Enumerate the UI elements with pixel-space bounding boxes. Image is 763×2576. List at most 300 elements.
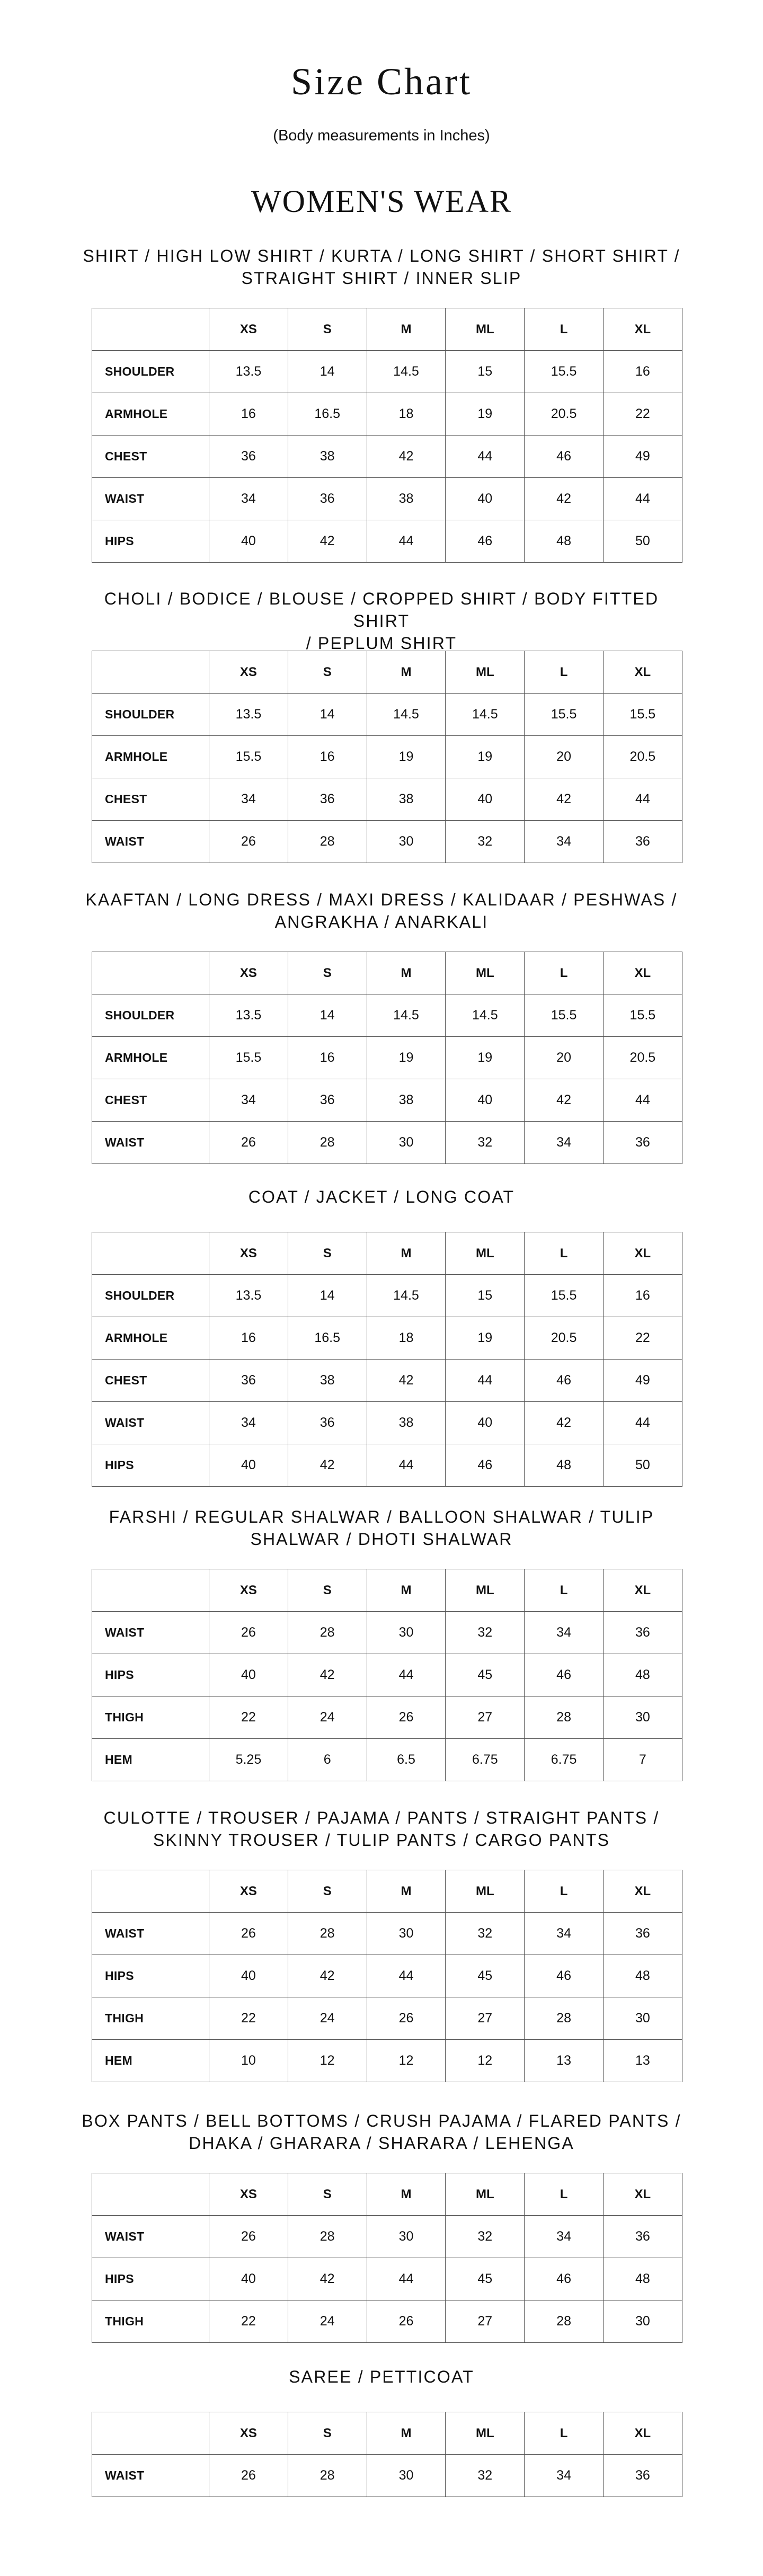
measurement-value: 45 [446, 2258, 525, 2300]
measurement-label: CHEST [92, 436, 209, 478]
table-row [92, 1275, 682, 1317]
measurement-value: 40 [209, 1955, 288, 1997]
table-row [92, 436, 682, 478]
table-corner-cell [92, 308, 209, 351]
measurement-value: 16.5 [288, 393, 367, 436]
measurement-value: 28 [288, 1122, 367, 1164]
measurement-value: 19 [367, 736, 446, 778]
measurement-value: 13.5 [209, 351, 288, 393]
measurement-value: 19 [446, 393, 525, 436]
measurement-value: 42 [525, 778, 604, 821]
measurement-value: 34 [209, 478, 288, 520]
table-corner-cell [92, 1232, 209, 1275]
category-title-line: SAREE / PETTICOAT [289, 2367, 474, 2386]
measurement-label: THIGH [92, 2300, 209, 2343]
measurement-label: WAIST [92, 2455, 209, 2497]
measurement-value: 36 [603, 1122, 682, 1164]
measurement-value: 26 [367, 1696, 446, 1739]
table-header-row [92, 1569, 682, 1612]
measurement-value: 44 [367, 1444, 446, 1487]
category-heading [0, 889, 763, 933]
measurement-value: 14.5 [367, 1275, 446, 1317]
measurement-value: 20 [525, 736, 604, 778]
size-table [92, 2412, 682, 2497]
page-subtitle: (Body measurements in Inches) [273, 127, 490, 144]
measurement-value: 16.5 [288, 1317, 367, 1360]
size-header-cell: L [525, 2173, 604, 2216]
size-header-cell: XS [209, 308, 288, 351]
measurement-value: 20.5 [603, 736, 682, 778]
size-header-cell: M [367, 308, 446, 351]
category-title-line: STRAIGHT SHIRT / INNER SLIP [241, 269, 522, 288]
category-title [79, 1506, 684, 1550]
category-title [79, 2110, 684, 2154]
measurement-label: HEM [92, 1739, 209, 1781]
category-title [79, 245, 684, 289]
measurement-value: 50 [603, 1444, 682, 1487]
measurement-value: 34 [525, 1122, 604, 1164]
measurement-label: ARMHOLE [92, 1317, 209, 1360]
table-row [92, 778, 682, 821]
measurement-label: HIPS [92, 1444, 209, 1487]
measurement-value: 46 [446, 520, 525, 563]
measurement-value: 28 [288, 2455, 367, 2497]
size-header-cell: L [525, 1870, 604, 1913]
size-header-cell: S [288, 308, 367, 351]
measurement-value: 49 [603, 436, 682, 478]
measurement-value: 22 [603, 1317, 682, 1360]
measurement-label: CHEST [92, 778, 209, 821]
measurement-value: 46 [446, 1444, 525, 1487]
measurement-value: 42 [525, 1079, 604, 1122]
measurement-value: 6.5 [367, 1739, 446, 1781]
measurement-value: 13.5 [209, 1275, 288, 1317]
size-header-cell: XS [209, 1232, 288, 1275]
size-header-cell: L [525, 308, 604, 351]
category-title-line: FARSHI / REGULAR SHALWAR / BALLOON SHALWAR / TULIP [109, 1507, 654, 1526]
measurement-label: SHOULDER [92, 1275, 209, 1317]
measurement-value: 42 [525, 478, 604, 520]
table-corner-cell [92, 2412, 209, 2455]
measurement-value: 48 [603, 2258, 682, 2300]
size-header-cell: XL [603, 1569, 682, 1612]
measurement-value: 40 [446, 1079, 525, 1122]
measurement-value: 36 [209, 436, 288, 478]
category-title-line: DHAKA / GHARARA / SHARARA / LEHENGA [189, 2134, 574, 2153]
size-header-cell: S [288, 1232, 367, 1275]
category-title-line: SHALWAR / DHOTI SHALWAR [250, 1530, 513, 1549]
table-row [92, 1402, 682, 1444]
size-header-cell: M [367, 651, 446, 694]
size-header-cell: M [367, 952, 446, 994]
size-header-cell: XL [603, 1870, 682, 1913]
size-header-cell: S [288, 2412, 367, 2455]
measurement-value: 30 [367, 1122, 446, 1164]
measurement-value: 30 [603, 2300, 682, 2343]
measurement-value: 32 [446, 1913, 525, 1955]
category-title [79, 889, 684, 933]
measurement-value: 48 [603, 1955, 682, 1997]
measurement-value: 19 [446, 1037, 525, 1079]
measurement-value: 44 [367, 1955, 446, 1997]
measurement-value: 34 [209, 778, 288, 821]
measurement-value: 16 [209, 1317, 288, 1360]
measurement-value: 36 [603, 2216, 682, 2258]
table-row [92, 994, 682, 1037]
measurement-label: WAIST [92, 1612, 209, 1654]
table-row [92, 1079, 682, 1122]
table-header-row [92, 1232, 682, 1275]
category-title [79, 2366, 684, 2388]
size-header-cell: S [288, 1569, 367, 1612]
measurement-value: 40 [209, 1444, 288, 1487]
measurement-value: 44 [603, 478, 682, 520]
size-table [92, 1569, 682, 1781]
size-header-cell: S [288, 2173, 367, 2216]
measurement-value: 32 [446, 1612, 525, 1654]
measurement-value: 15 [446, 351, 525, 393]
size-table [92, 651, 682, 863]
measurement-label: WAIST [92, 1402, 209, 1444]
measurement-value: 42 [367, 1360, 446, 1402]
size-table [92, 308, 682, 563]
section-title: WOMEN'S WEAR [251, 184, 512, 219]
measurement-value: 38 [367, 778, 446, 821]
size-header-cell: M [367, 2173, 446, 2216]
category-title-line: ANGRAKHA / ANARKALI [274, 912, 489, 931]
table-row [92, 821, 682, 863]
measurement-value: 30 [603, 1696, 682, 1739]
measurement-value: 22 [603, 393, 682, 436]
measurement-value: 38 [367, 478, 446, 520]
measurement-value: 50 [603, 520, 682, 563]
category-title [79, 1807, 684, 1851]
measurement-value: 28 [288, 2216, 367, 2258]
size-header-cell: XL [603, 651, 682, 694]
size-header-cell: S [288, 952, 367, 994]
measurement-label: CHEST [92, 1079, 209, 1122]
measurement-value: 44 [367, 1654, 446, 1696]
measurement-value: 20.5 [525, 393, 604, 436]
measurement-value: 32 [446, 821, 525, 863]
measurement-value: 46 [525, 1360, 604, 1402]
measurement-value: 34 [209, 1079, 288, 1122]
measurement-value: 14.5 [367, 351, 446, 393]
measurement-value: 14 [288, 994, 367, 1037]
size-header-cell: M [367, 2412, 446, 2455]
measurement-value: 48 [603, 1654, 682, 1696]
measurement-value: 36 [288, 778, 367, 821]
measurement-value: 45 [446, 1654, 525, 1696]
measurement-value: 26 [367, 1997, 446, 2040]
measurement-value: 48 [525, 520, 604, 563]
category-title [79, 588, 684, 654]
category-heading [0, 2110, 763, 2154]
measurement-value: 20 [525, 1037, 604, 1079]
measurement-value: 14 [288, 694, 367, 736]
measurement-value: 16 [603, 1275, 682, 1317]
measurement-value: 44 [603, 778, 682, 821]
measurement-value: 22 [209, 1997, 288, 2040]
measurement-value: 26 [209, 2455, 288, 2497]
size-header-cell: XS [209, 952, 288, 994]
measurement-value: 36 [603, 821, 682, 863]
measurement-value: 13 [525, 2040, 604, 2082]
size-header-cell: L [525, 651, 604, 694]
measurement-value: 38 [367, 1402, 446, 1444]
measurement-value: 48 [525, 1444, 604, 1487]
category-heading [0, 1506, 763, 1550]
measurement-value: 28 [288, 1913, 367, 1955]
measurement-value: 13.5 [209, 694, 288, 736]
measurement-value: 15.5 [603, 994, 682, 1037]
category-title-line: SKINNY TROUSER / TULIP PANTS / CARGO PANTS [153, 1831, 610, 1850]
measurement-value: 27 [446, 1696, 525, 1739]
measurement-value: 40 [209, 520, 288, 563]
size-header-cell: XS [209, 2412, 288, 2455]
measurement-value: 34 [209, 1402, 288, 1444]
table-row [92, 520, 682, 563]
measurement-value: 30 [367, 2455, 446, 2497]
measurement-value: 6.75 [525, 1739, 604, 1781]
table-row [92, 1955, 682, 1997]
measurement-value: 13.5 [209, 994, 288, 1037]
size-header-cell: XS [209, 2173, 288, 2216]
category-title-line: COAT / JACKET / LONG COAT [248, 1187, 515, 1206]
measurement-label: THIGH [92, 1997, 209, 2040]
measurement-label: WAIST [92, 821, 209, 863]
measurement-value: 26 [209, 1913, 288, 1955]
measurement-value: 28 [288, 1612, 367, 1654]
measurement-value: 22 [209, 1696, 288, 1739]
size-table [92, 952, 682, 1164]
measurement-value: 19 [446, 1317, 525, 1360]
measurement-value: 26 [209, 1612, 288, 1654]
measurement-label: WAIST [92, 478, 209, 520]
page-title: Size Chart [291, 60, 472, 103]
measurement-value: 36 [603, 2455, 682, 2497]
measurement-value: 14.5 [367, 994, 446, 1037]
measurement-value: 18 [367, 393, 446, 436]
table-row [92, 1654, 682, 1696]
measurement-value: 24 [288, 1997, 367, 2040]
measurement-value: 7 [603, 1739, 682, 1781]
measurement-value: 19 [446, 736, 525, 778]
table-row [92, 1913, 682, 1955]
category-heading [0, 1186, 763, 1208]
measurement-value: 13 [603, 2040, 682, 2082]
category-heading [0, 588, 763, 654]
measurement-value: 34 [525, 2216, 604, 2258]
measurement-value: 42 [288, 1654, 367, 1696]
measurement-value: 12 [446, 2040, 525, 2082]
measurement-value: 36 [288, 478, 367, 520]
measurement-value: 28 [525, 2300, 604, 2343]
table-row [92, 1739, 682, 1781]
measurement-label: HIPS [92, 1654, 209, 1696]
table-corner-cell [92, 2173, 209, 2216]
table-header-row [92, 308, 682, 351]
measurement-value: 27 [446, 1997, 525, 2040]
measurement-value: 15.5 [525, 351, 604, 393]
measurement-value: 15.5 [525, 1275, 604, 1317]
measurement-value: 16 [603, 351, 682, 393]
table-row [92, 1360, 682, 1402]
measurement-value: 15.5 [209, 736, 288, 778]
size-header-cell: L [525, 2412, 604, 2455]
measurement-value: 10 [209, 2040, 288, 2082]
measurement-value: 15.5 [525, 994, 604, 1037]
measurement-value: 40 [209, 2258, 288, 2300]
category-title-line: CHOLI / BODICE / BLOUSE / CROPPED SHIRT / BODY FITTED SHIRT [104, 589, 659, 630]
measurement-value: 26 [209, 2216, 288, 2258]
table-row [92, 2040, 682, 2082]
size-header-cell: L [525, 952, 604, 994]
category-title-line: CULOTTE / TROUSER / PAJAMA / PANTS / STRAIGHT PANTS / [103, 1808, 660, 1827]
measurement-label: THIGH [92, 1696, 209, 1739]
table-row [92, 2258, 682, 2300]
measurement-label: ARMHOLE [92, 736, 209, 778]
category-title-line: KAAFTAN / LONG DRESS / MAXI DRESS / KALIDAAR / PESHWAS / [85, 890, 678, 909]
size-table [92, 1232, 682, 1487]
table-row [92, 1696, 682, 1739]
measurement-value: 12 [288, 2040, 367, 2082]
size-header-cell: XS [209, 1569, 288, 1612]
measurement-value: 16 [288, 736, 367, 778]
measurement-value: 24 [288, 2300, 367, 2343]
measurement-value: 42 [288, 1955, 367, 1997]
measurement-value: 15 [446, 1275, 525, 1317]
measurement-value: 44 [446, 436, 525, 478]
measurement-value: 42 [367, 436, 446, 478]
measurement-label: SHOULDER [92, 351, 209, 393]
measurement-value: 40 [446, 1402, 525, 1444]
measurement-value: 46 [525, 2258, 604, 2300]
measurement-value: 34 [525, 2455, 604, 2497]
measurement-label: WAIST [92, 1913, 209, 1955]
measurement-value: 15.5 [209, 1037, 288, 1079]
measurement-value: 5.25 [209, 1739, 288, 1781]
measurement-label: WAIST [92, 2216, 209, 2258]
measurement-value: 45 [446, 1955, 525, 1997]
measurement-value: 32 [446, 1122, 525, 1164]
measurement-label: ARMHOLE [92, 393, 209, 436]
size-header-cell: XL [603, 952, 682, 994]
measurement-value: 14.5 [446, 994, 525, 1037]
measurement-value: 44 [603, 1402, 682, 1444]
measurement-label: WAIST [92, 1122, 209, 1164]
measurement-value: 46 [525, 1955, 604, 1997]
measurement-value: 12 [367, 2040, 446, 2082]
measurement-value: 27 [446, 2300, 525, 2343]
size-header-cell: ML [446, 308, 525, 351]
size-header-cell: XL [603, 1232, 682, 1275]
measurement-value: 46 [525, 1654, 604, 1696]
measurement-value: 16 [288, 1037, 367, 1079]
table-header-row [92, 651, 682, 694]
table-row [92, 2300, 682, 2343]
measurement-label: HIPS [92, 1955, 209, 1997]
size-header-cell: XL [603, 2173, 682, 2216]
table-corner-cell [92, 1569, 209, 1612]
table-corner-cell [92, 952, 209, 994]
measurement-value: 34 [525, 821, 604, 863]
measurement-value: 15.5 [525, 694, 604, 736]
size-header-cell: ML [446, 1569, 525, 1612]
measurement-value: 40 [209, 1654, 288, 1696]
measurement-value: 30 [367, 1913, 446, 1955]
size-header-cell: ML [446, 2173, 525, 2216]
measurement-label: HEM [92, 2040, 209, 2082]
size-table [92, 1870, 682, 2082]
measurement-value: 16 [209, 393, 288, 436]
measurement-value: 32 [446, 2216, 525, 2258]
size-header-cell: XL [603, 2412, 682, 2455]
measurement-label: HIPS [92, 520, 209, 563]
table-row [92, 736, 682, 778]
size-header-cell: S [288, 651, 367, 694]
table-row [92, 351, 682, 393]
table-header-row [92, 2173, 682, 2216]
size-table [92, 2173, 682, 2343]
category-heading [0, 1807, 763, 1851]
measurement-label: ARMHOLE [92, 1037, 209, 1079]
measurement-value: 30 [367, 821, 446, 863]
measurement-label: SHOULDER [92, 994, 209, 1037]
measurement-value: 14.5 [367, 694, 446, 736]
measurement-value: 44 [367, 520, 446, 563]
measurement-value: 38 [367, 1079, 446, 1122]
measurement-value: 49 [603, 1360, 682, 1402]
measurement-label: SHOULDER [92, 694, 209, 736]
size-header-cell: XS [209, 1870, 288, 1913]
size-header-cell: L [525, 1569, 604, 1612]
category-heading [0, 2366, 763, 2388]
table-row [92, 1122, 682, 1164]
measurement-value: 36 [288, 1402, 367, 1444]
measurement-value: 20.5 [525, 1317, 604, 1360]
table-row [92, 2455, 682, 2497]
category-title [79, 1186, 684, 1208]
table-row [92, 478, 682, 520]
measurement-value: 34 [525, 1612, 604, 1654]
table-header-row [92, 1870, 682, 1913]
measurement-value: 22 [209, 2300, 288, 2343]
table-row [92, 1037, 682, 1079]
measurement-value: 46 [525, 436, 604, 478]
measurement-value: 44 [446, 1360, 525, 1402]
size-header-cell: ML [446, 952, 525, 994]
measurement-value: 14.5 [446, 694, 525, 736]
table-row [92, 2216, 682, 2258]
measurement-value: 28 [288, 821, 367, 863]
measurement-label: CHEST [92, 1360, 209, 1402]
category-title-line: / PEPLUM SHIRT [306, 634, 457, 653]
measurement-value: 6.75 [446, 1739, 525, 1781]
measurement-value: 26 [209, 821, 288, 863]
measurement-value: 44 [603, 1079, 682, 1122]
measurement-value: 36 [603, 1913, 682, 1955]
measurement-value: 19 [367, 1037, 446, 1079]
size-header-cell: ML [446, 2412, 525, 2455]
measurement-value: 20.5 [603, 1037, 682, 1079]
measurement-value: 15.5 [603, 694, 682, 736]
measurement-value: 40 [446, 478, 525, 520]
measurement-value: 36 [288, 1079, 367, 1122]
measurement-value: 14 [288, 351, 367, 393]
category-title-line: SHIRT / HIGH LOW SHIRT / KURTA / LONG SHIRT / SHORT SHIRT / [83, 246, 680, 265]
measurement-value: 38 [288, 436, 367, 478]
